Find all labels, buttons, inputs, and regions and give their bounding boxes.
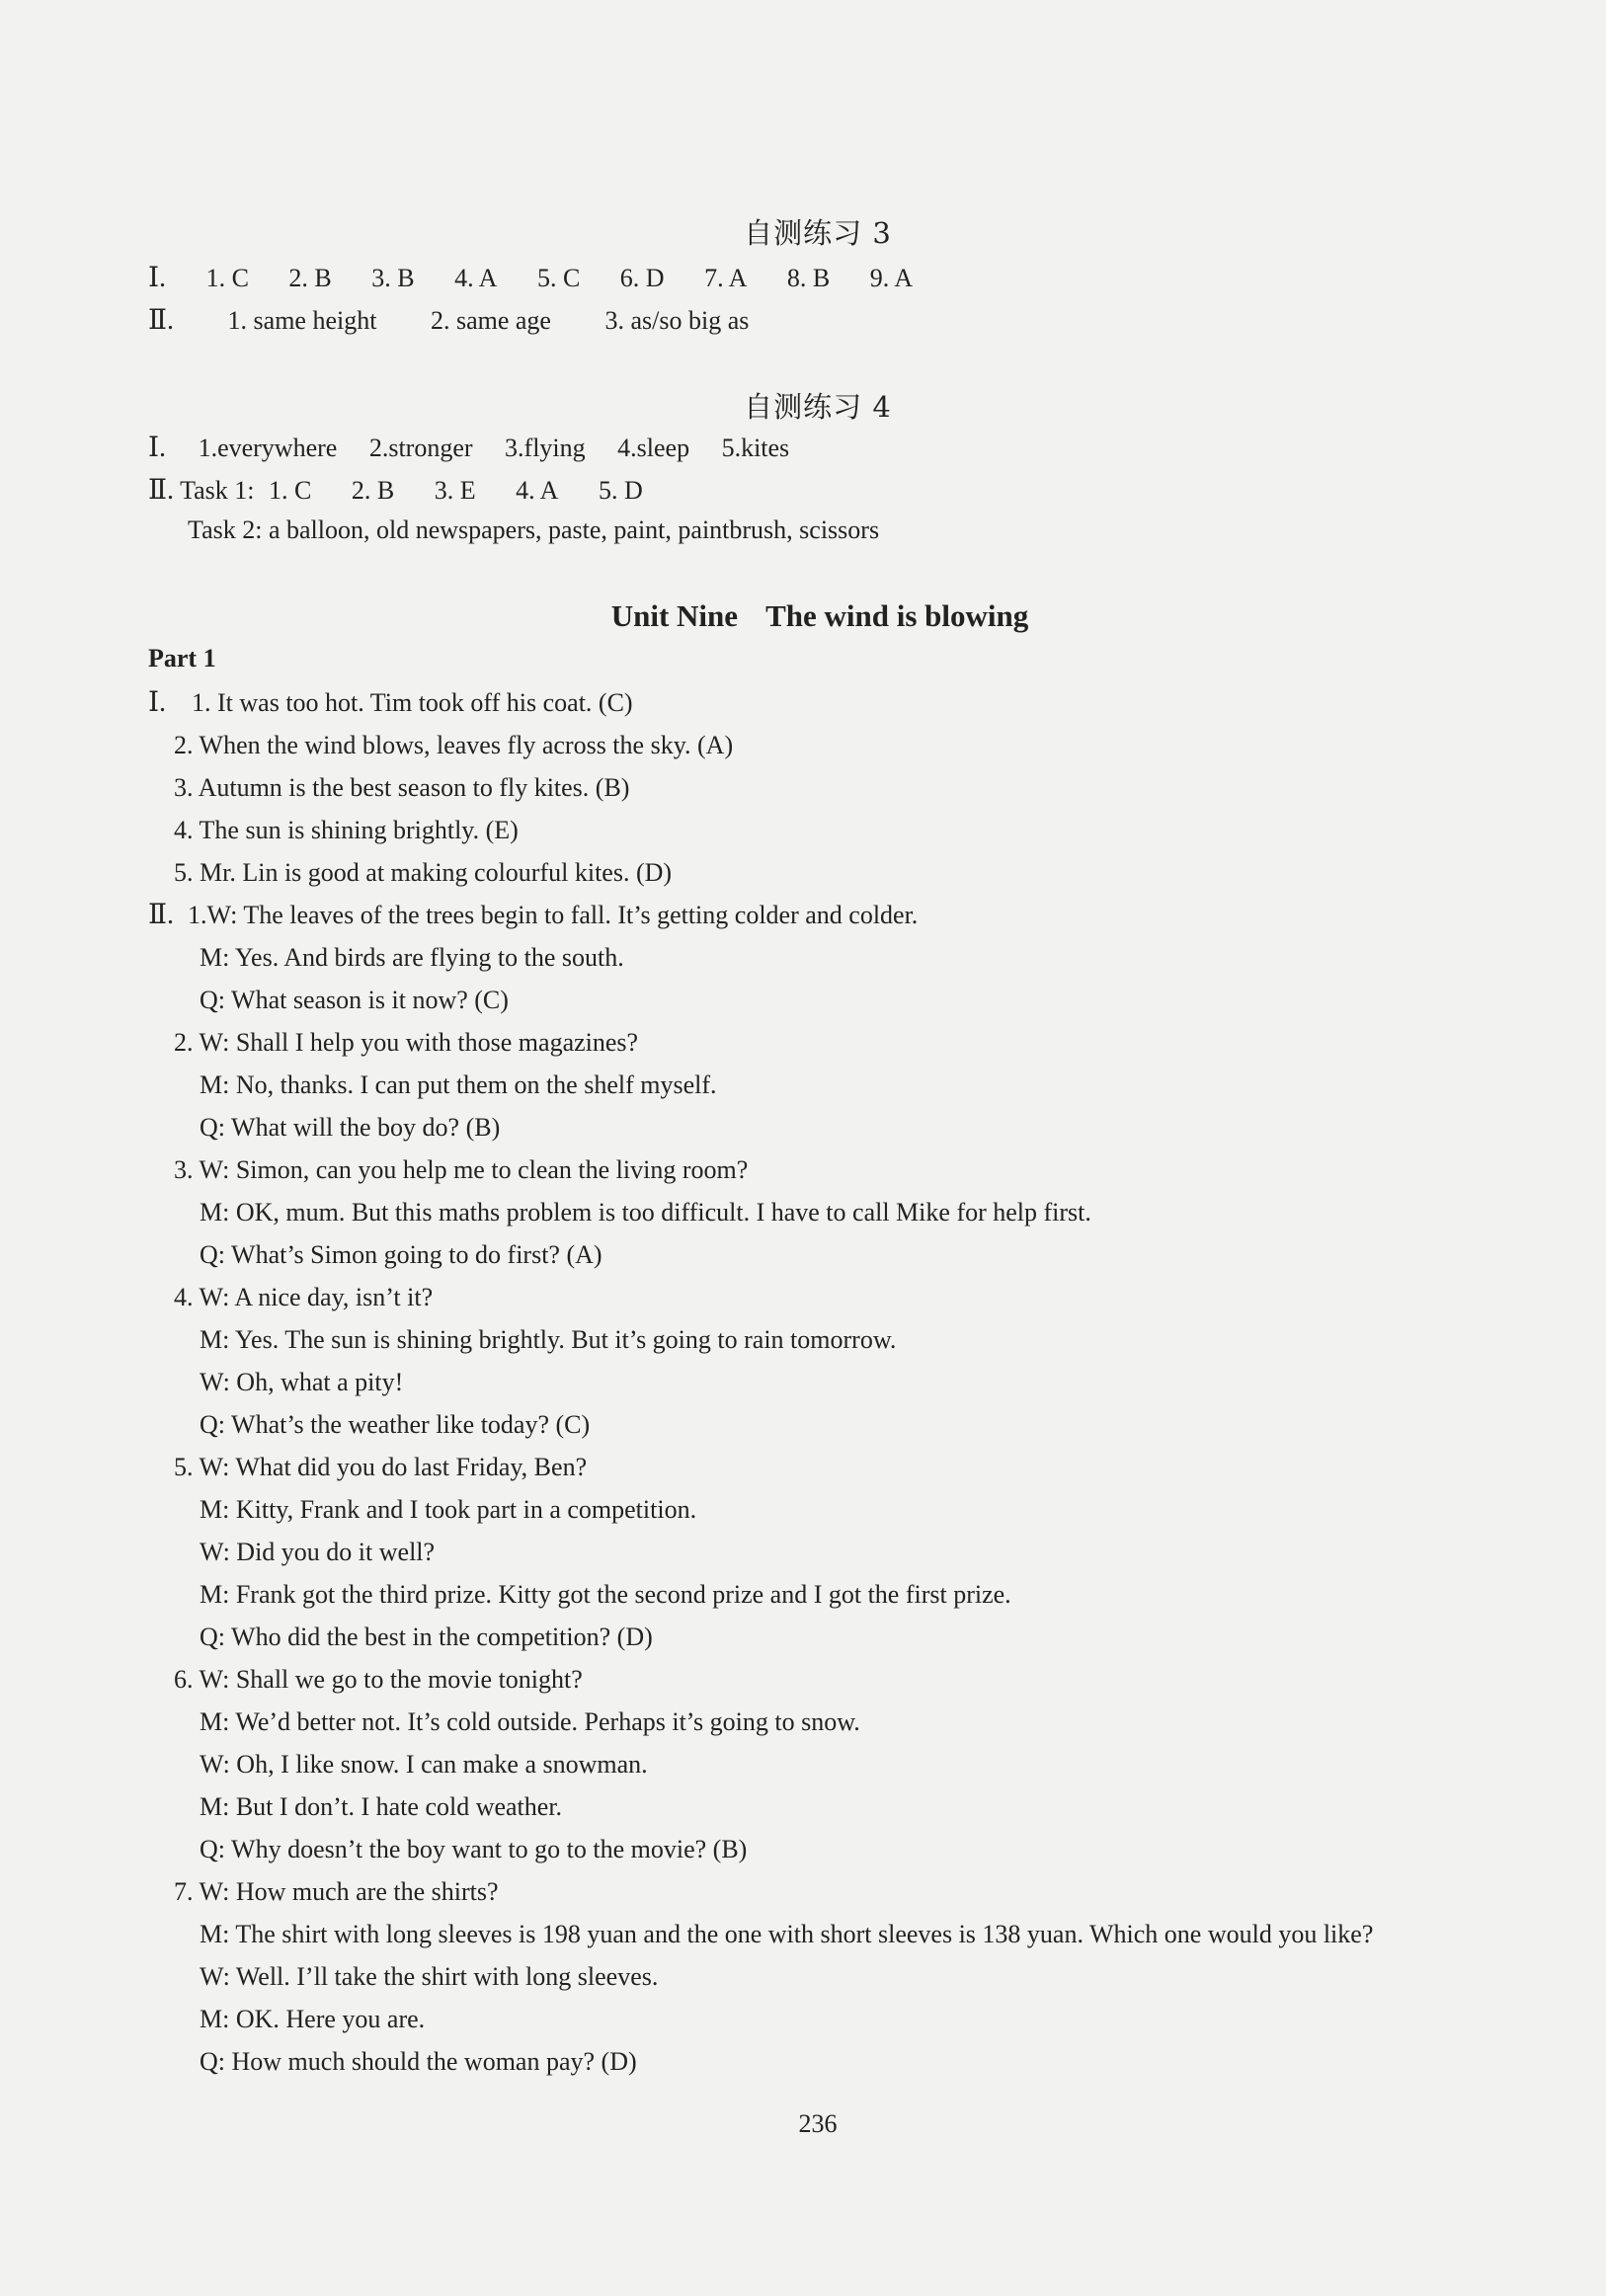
dialogue-line: Q: How much should the woman pay? (D) <box>200 2047 637 2076</box>
dialogue-line: Q: What’s Simon going to do first? (A) <box>200 1240 602 1269</box>
dialogue-line: M: No, thanks. I can put them on the shelf myself. <box>200 1070 717 1099</box>
answer: 2. B <box>351 476 395 505</box>
answer-line: 1. It was too hot. Tim took off his coat. (C) <box>192 688 633 717</box>
answer: 2. B <box>288 264 332 292</box>
roman-numeral-2: Ⅱ. <box>148 305 175 336</box>
dialogue-line: 1.W: The leaves of the trees begin to fall. It’s getting colder and colder. <box>188 901 919 929</box>
roman-numeral-1: Ⅰ. <box>148 263 167 293</box>
answer: 1. C <box>205 264 249 292</box>
answer: 5.kites <box>721 434 790 462</box>
answer: 1.everywhere <box>198 434 338 462</box>
answer: 3. E <box>434 476 476 505</box>
dialogue-line: Q: What season is it now? (C) <box>200 986 509 1014</box>
dialogue-line: 2. W: Shall I help you with those magazines? <box>174 1028 639 1057</box>
page-number: 236 <box>798 2109 838 2138</box>
answer-line: 3. Autumn is the best season to fly kites. (B) <box>174 773 630 802</box>
unit-title <box>0 598 1606 634</box>
dialogue-line: 6. W: Shall we go to the movie tonight? <box>174 1665 583 1694</box>
dialogue-line: 4. W: A nice day, isn’t it? <box>174 1283 434 1311</box>
roman-numeral-1: Ⅰ. <box>148 687 167 718</box>
dialogue-line: Q: Who did the best in the competition? (D) <box>200 1623 653 1651</box>
task1-label: Task 1: <box>180 476 255 505</box>
self-test-4-task1-answers <box>148 473 643 507</box>
answer: 6. D <box>619 264 665 292</box>
answer: 2.stronger <box>368 434 473 462</box>
answer: 1. same height <box>227 306 377 335</box>
self-test-3-part1-answers <box>148 261 913 294</box>
answer: 3. as/so big as <box>604 306 750 335</box>
answer: 4. A <box>516 476 559 505</box>
answer-line: 4. The sun is shining brightly. (E) <box>174 816 519 844</box>
answer: 4. A <box>454 264 498 292</box>
answer: 3. B <box>371 264 415 292</box>
dialogue-line: 3. W: Simon, can you help me to clean the living room? <box>174 1155 749 1184</box>
self-test-4-part1-answers <box>148 431 789 464</box>
answer: 9. A <box>869 264 914 292</box>
unit-number: Unit Nine <box>610 598 739 633</box>
answer: 1. C <box>269 476 312 505</box>
answer: 7. A <box>704 264 748 292</box>
dialogue-line: Q: What will the boy do? (B) <box>200 1113 501 1142</box>
dialogue-line: Q: What’s the weather like today? (C) <box>200 1410 591 1439</box>
dialogue-line: M: Yes. The sun is shining brightly. But it’s going to rain tomorrow. <box>200 1325 897 1354</box>
dialogue-line: M: OK, mum. But this maths problem is too difficult. I have to call Mike for help first. <box>200 1198 1091 1227</box>
unit-name: The wind is blowing <box>765 598 1029 633</box>
answer: 2. same age <box>430 306 551 335</box>
part-title: Part 1 <box>148 644 216 673</box>
dialogue-line: 5. W: What did you do last Friday, Ben? <box>174 1453 588 1481</box>
answer: 5. C <box>536 264 581 292</box>
dialogue-line: M: But I don’t. I hate cold weather. <box>200 1792 563 1821</box>
dialogue-line: Q: Why doesn’t the boy want to go to the movie? (B) <box>200 1835 748 1863</box>
answer: 8. B <box>786 264 831 292</box>
section-title-self-test-4: 自测练习 4 <box>744 390 892 424</box>
dialogue-line: M: OK. Here you are. <box>200 2005 426 2033</box>
dialogue-line: M: Frank got the third prize. Kitty got the second prize and I got the first prize. <box>200 1580 1011 1609</box>
dialogue-line: M: The shirt with long sleeves is 198 yuan and the one with short sleeves is 138 yuan. Which one would you like? <box>200 1920 1374 1948</box>
roman-numeral-2: Ⅱ. <box>148 900 175 930</box>
answer: 4.sleep <box>617 434 690 462</box>
dialogue-line: W: Oh, I like snow. I can make a snowman. <box>200 1750 648 1779</box>
answer: 3.flying <box>505 434 586 462</box>
dialogue-line: W: Well. I’ll take the shirt with long sleeves. <box>200 1962 659 1991</box>
roman-numeral-2: Ⅱ. <box>148 475 175 506</box>
answer: 5. D <box>598 476 643 505</box>
self-test-3-part2-answers <box>148 303 749 337</box>
dialogue-line: W: Oh, what a pity! <box>200 1368 404 1396</box>
dialogue-line: 7. W: How much are the shirts? <box>174 1877 499 1906</box>
section-title-self-test-3: 自测练习 3 <box>744 216 892 250</box>
self-test-4-task2-answer: Task 2: a balloon, old newspapers, paste, paint, paintbrush, scissors <box>188 515 880 544</box>
dialogue-line: M: We’d better not. It’s cold outside. Perhaps it’s going to snow. <box>200 1707 860 1736</box>
roman-numeral-1: Ⅰ. <box>148 433 167 463</box>
answer-line: 2. When the wind blows, leaves fly across the sky. (A) <box>174 731 734 759</box>
dialogue-line: W: Did you do it well? <box>200 1538 436 1566</box>
dialogue-line: M: Kitty, Frank and I took part in a competition. <box>200 1495 697 1524</box>
dialogue-line: M: Yes. And birds are flying to the south. <box>200 943 624 972</box>
answer-line: 5. Mr. Lin is good at making colourful kites. (D) <box>174 858 673 887</box>
